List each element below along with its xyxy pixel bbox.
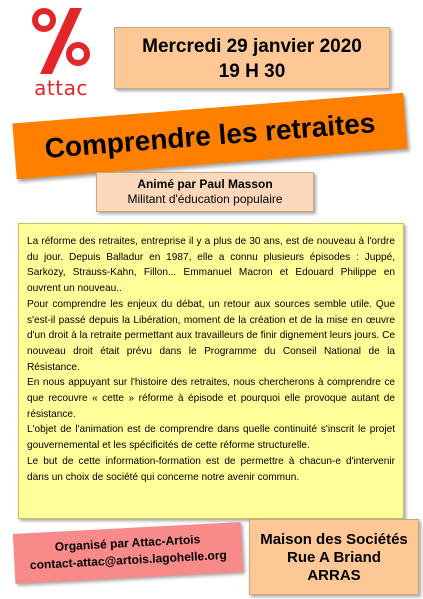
organizer-email[interactable]: contact-attac@artois.lagohelle.org: [29, 547, 228, 573]
venue-name: Maison des Sociétés: [260, 531, 408, 548]
percent-logo-icon: [22, 6, 100, 76]
logo-wordmark: attac: [34, 76, 88, 100]
event-datetime-box: [114, 27, 390, 89]
description-paragraph-5: Le but de cette information-formation est de permettre à chacun-e d'intervenir dans un choix de société qui concerne notre avenir commun.: [27, 455, 395, 483]
organizer-label: Organisé par Attac-Artois: [54, 532, 201, 554]
description-paragraph-3: En nous appuyant sur l'histoire des retraites, nous chercherons à comprendre ce que recouvre « cette » réforme à épisode et pourquoi elle provoque autant de résistance.: [27, 377, 395, 420]
host-role: Militant d'éducation populaire: [127, 192, 283, 206]
venue-city: ARRAS: [307, 567, 361, 584]
venue-box: [249, 519, 419, 595]
event-title: Comprendre les retraites: [43, 107, 377, 164]
event-date: Mercredi 29 janvier 2020: [142, 36, 362, 57]
description-box: [18, 223, 404, 519]
description-paragraph-2: Pour comprendre les enjeux du débat, un retour aux sources semble utile. Que s'est-il passé depuis la Libération, moment de la création et de la mise en œuvre d'un droit à la retraite permettant aux travailleurs de finir dignement leurs jours. Ce nouveau droit était prévu dans le Programme du Conseil National de la Résistance.: [27, 298, 395, 373]
attac-logo: [22, 6, 100, 106]
event-time: 19 H 30: [218, 61, 286, 82]
description-paragraph-1: La réforme des retraites, entreprise il y a plus de 30 ans, est de nouveau à l'ordre du jour. Depuis Balladur en 1987, elle a connu plusieurs épisodes : Juppé, Sarkozy, Strauss-Kahn, Fillon... Emmanuel Macron et Edouard Philippe en ouvrent un nouveau..: [27, 236, 395, 295]
organizer-box: [13, 522, 243, 584]
host-name: Animé par Paul Masson: [137, 177, 273, 191]
description-paragraph-4: L'objet de l'animation est de comprendre dans quelle continuité s'inscrit le projet gouvernemental et les spécificités de cette réforme structurelle.: [27, 424, 395, 452]
venue-street: Rue A Briand: [287, 549, 381, 566]
host-box: [96, 172, 314, 212]
